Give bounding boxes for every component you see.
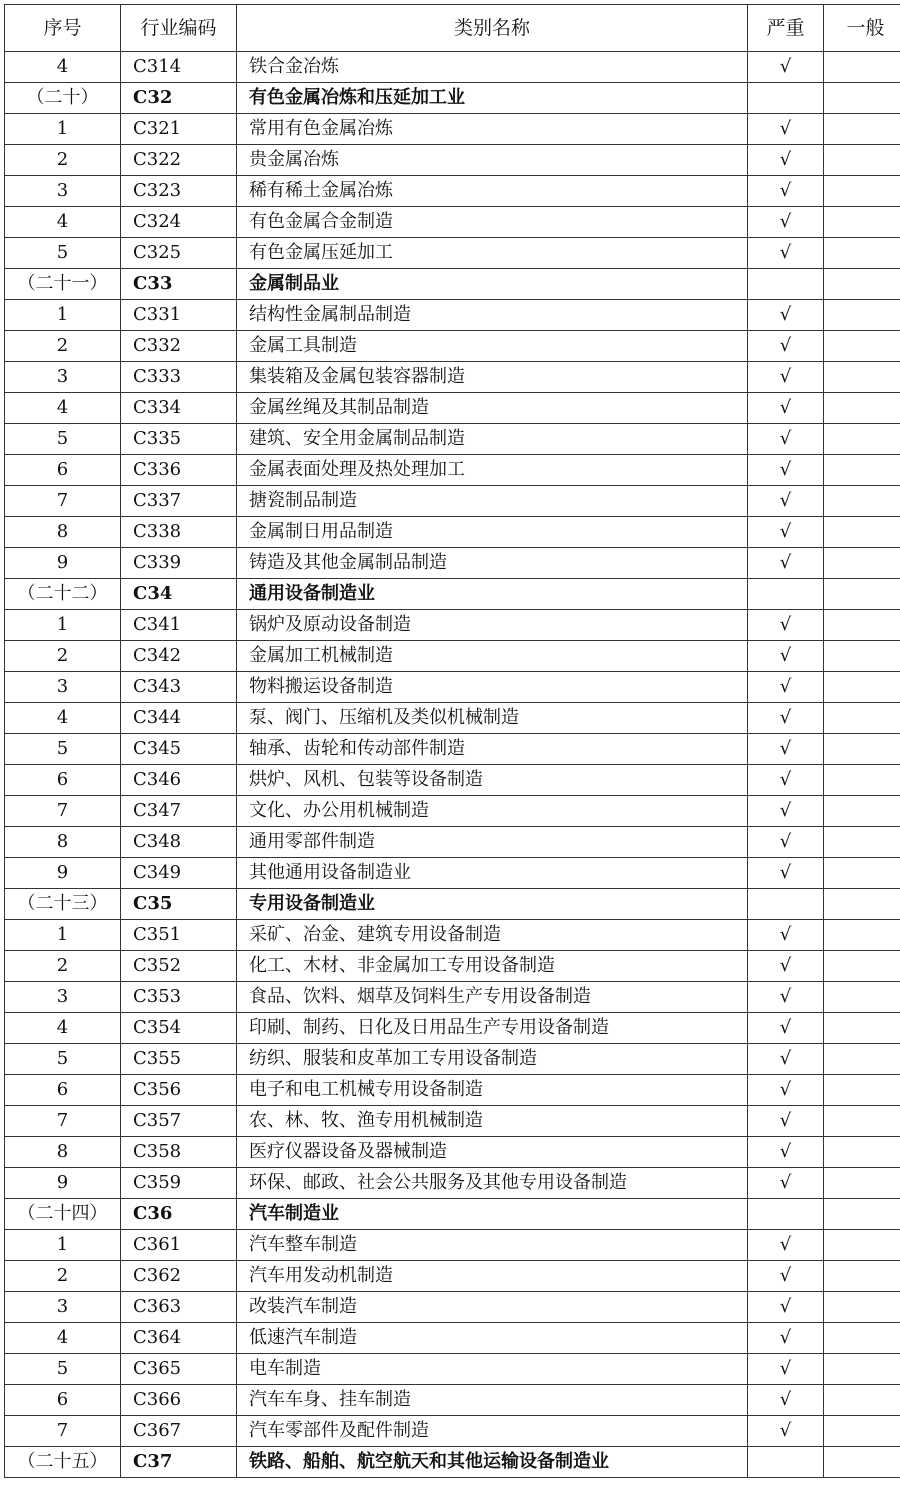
cell-seq: 5 (5, 238, 121, 269)
table-row (5, 641, 900, 672)
cell-seq: （二十一） (5, 269, 121, 300)
cell-name: 金属丝绳及其制品制造 (237, 393, 748, 424)
cell-severe: √ (748, 207, 824, 238)
cell-seq: 7 (5, 486, 121, 517)
cell-seq: 5 (5, 424, 121, 455)
cell-name: 其他通用设备制造业 (237, 858, 748, 889)
cell-name: 铁路、船舶、航空航天和其他运输设备制造业 (237, 1447, 748, 1478)
table-row (5, 982, 900, 1013)
cell-code: C337 (121, 486, 237, 517)
cell-seq: 3 (5, 1292, 121, 1323)
table-group-row (5, 889, 900, 920)
cell-code: C32 (121, 83, 237, 114)
cell-general (824, 176, 900, 207)
cell-general (824, 1292, 900, 1323)
cell-code: C331 (121, 300, 237, 331)
cell-general (824, 1075, 900, 1106)
table-row (5, 145, 900, 176)
cell-general (824, 1106, 900, 1137)
cell-name: 金属加工机械制造 (237, 641, 748, 672)
cell-general (824, 827, 900, 858)
table-group-row (5, 579, 900, 610)
cell-code: C359 (121, 1168, 237, 1199)
table-row (5, 610, 900, 641)
cell-seq: 9 (5, 858, 121, 889)
cell-general (824, 1354, 900, 1385)
cell-general (824, 982, 900, 1013)
table-row (5, 1323, 900, 1354)
table-row (5, 1013, 900, 1044)
cell-general (824, 1447, 900, 1478)
cell-severe: √ (748, 1044, 824, 1075)
cell-code: C33 (121, 269, 237, 300)
cell-general (824, 207, 900, 238)
table-row (5, 1230, 900, 1261)
table-header-row (5, 5, 900, 52)
cell-name: 文化、办公用机械制造 (237, 796, 748, 827)
cell-severe: √ (748, 393, 824, 424)
cell-code: C37 (121, 1447, 237, 1478)
cell-severe: √ (748, 951, 824, 982)
cell-severe: √ (748, 1230, 824, 1261)
cell-general (824, 114, 900, 145)
cell-name: 汽车用发动机制造 (237, 1261, 748, 1292)
table-row (5, 765, 900, 796)
cell-severe: √ (748, 1292, 824, 1323)
cell-name: 纺织、服装和皮革加工专用设备制造 (237, 1044, 748, 1075)
cell-name: 专用设备制造业 (237, 889, 748, 920)
cell-general (824, 486, 900, 517)
cell-general (824, 858, 900, 889)
cell-seq: （二十五） (5, 1447, 121, 1478)
cell-code: C356 (121, 1075, 237, 1106)
cell-seq: 9 (5, 1168, 121, 1199)
cell-name: 锅炉及原动设备制造 (237, 610, 748, 641)
cell-severe: √ (748, 982, 824, 1013)
cell-seq: 2 (5, 331, 121, 362)
table-row (5, 1261, 900, 1292)
cell-severe: √ (748, 1385, 824, 1416)
cell-seq: （二十） (5, 83, 121, 114)
cell-severe: √ (748, 1013, 824, 1044)
cell-severe: √ (748, 1075, 824, 1106)
cell-seq: 1 (5, 610, 121, 641)
cell-general (824, 672, 900, 703)
cell-name: 汽车制造业 (237, 1199, 748, 1230)
cell-code: C344 (121, 703, 237, 734)
cell-code: C341 (121, 610, 237, 641)
cell-severe: √ (748, 610, 824, 641)
cell-code: C343 (121, 672, 237, 703)
cell-severe (748, 1447, 824, 1478)
cell-code: C365 (121, 1354, 237, 1385)
table-row (5, 455, 900, 486)
cell-seq: 4 (5, 703, 121, 734)
cell-severe: √ (748, 1261, 824, 1292)
cell-severe (748, 889, 824, 920)
cell-general (824, 517, 900, 548)
cell-seq: 2 (5, 145, 121, 176)
cell-name: 有色金属压延加工 (237, 238, 748, 269)
cell-name: 环保、邮政、社会公共服务及其他专用设备制造 (237, 1168, 748, 1199)
cell-severe: √ (748, 486, 824, 517)
cell-seq: 6 (5, 765, 121, 796)
cell-name: 结构性金属制品制造 (237, 300, 748, 331)
cell-seq: （二十四） (5, 1199, 121, 1230)
cell-name: 稀有稀土金属冶炼 (237, 176, 748, 207)
cell-seq: 2 (5, 951, 121, 982)
cell-name: 金属工具制造 (237, 331, 748, 362)
cell-name: 搪瓷制品制造 (237, 486, 748, 517)
cell-general (824, 1385, 900, 1416)
table-row (5, 1292, 900, 1323)
cell-seq: 7 (5, 796, 121, 827)
cell-general (824, 269, 900, 300)
cell-general (824, 889, 900, 920)
table-row (5, 796, 900, 827)
cell-severe: √ (748, 145, 824, 176)
cell-general (824, 734, 900, 765)
cell-code: C36 (121, 1199, 237, 1230)
table-row (5, 672, 900, 703)
cell-name: 金属表面处理及热处理加工 (237, 455, 748, 486)
cell-general (824, 951, 900, 982)
cell-seq: 6 (5, 1075, 121, 1106)
cell-code: C362 (121, 1261, 237, 1292)
cell-code: C334 (121, 393, 237, 424)
cell-code: C349 (121, 858, 237, 889)
table-row (5, 1137, 900, 1168)
cell-seq: 5 (5, 734, 121, 765)
table-row (5, 517, 900, 548)
cell-name: 改装汽车制造 (237, 1292, 748, 1323)
cell-seq: 3 (5, 362, 121, 393)
cell-severe: √ (748, 1354, 824, 1385)
cell-code: C351 (121, 920, 237, 951)
table-row (5, 1354, 900, 1385)
cell-general (824, 1013, 900, 1044)
table-row (5, 827, 900, 858)
cell-seq: 8 (5, 517, 121, 548)
cell-name: 食品、饮料、烟草及饲料生产专用设备制造 (237, 982, 748, 1013)
table-row (5, 951, 900, 982)
cell-code: C323 (121, 176, 237, 207)
cell-seq: 7 (5, 1416, 121, 1447)
table-row (5, 486, 900, 517)
cell-severe (748, 1199, 824, 1230)
cell-severe: √ (748, 734, 824, 765)
cell-seq: 4 (5, 1013, 121, 1044)
cell-name: 贵金属冶炼 (237, 145, 748, 176)
cell-name: 金属制日用品制造 (237, 517, 748, 548)
cell-seq: 1 (5, 1230, 121, 1261)
cell-general (824, 393, 900, 424)
cell-code: C345 (121, 734, 237, 765)
cell-code: C363 (121, 1292, 237, 1323)
cell-severe: √ (748, 238, 824, 269)
cell-seq: 8 (5, 1137, 121, 1168)
cell-severe: √ (748, 1416, 824, 1447)
cell-seq: 5 (5, 1354, 121, 1385)
cell-name: 常用有色金属冶炼 (237, 114, 748, 145)
cell-code: C342 (121, 641, 237, 672)
table-row (5, 1416, 900, 1447)
table-row (5, 1106, 900, 1137)
table-row (5, 734, 900, 765)
table-row (5, 114, 900, 145)
header-name: 类别名称 (237, 5, 748, 52)
cell-severe: √ (748, 920, 824, 951)
cell-code: C325 (121, 238, 237, 269)
cell-severe: √ (748, 424, 824, 455)
cell-severe: √ (748, 1106, 824, 1137)
table-row (5, 1168, 900, 1199)
cell-name: 有色金属合金制造 (237, 207, 748, 238)
cell-general (824, 920, 900, 951)
cell-general (824, 641, 900, 672)
cell-code: C358 (121, 1137, 237, 1168)
cell-severe: √ (748, 300, 824, 331)
cell-severe: √ (748, 827, 824, 858)
cell-severe: √ (748, 548, 824, 579)
cell-name: 汽车零部件及配件制造 (237, 1416, 748, 1447)
table-row (5, 703, 900, 734)
cell-name: 金属制品业 (237, 269, 748, 300)
cell-general (824, 52, 900, 83)
cell-code: C352 (121, 951, 237, 982)
cell-general (824, 1261, 900, 1292)
cell-name: 医疗仪器设备及器械制造 (237, 1137, 748, 1168)
cell-seq: 1 (5, 114, 121, 145)
cell-name: 泵、阀门、压缩机及类似机械制造 (237, 703, 748, 734)
header-general: 一般 (824, 5, 900, 52)
table-group-row (5, 83, 900, 114)
cell-code: C335 (121, 424, 237, 455)
cell-general (824, 1044, 900, 1075)
cell-seq: 3 (5, 672, 121, 703)
cell-code: C339 (121, 548, 237, 579)
cell-general (824, 331, 900, 362)
cell-name: 通用设备制造业 (237, 579, 748, 610)
table-row (5, 362, 900, 393)
cell-code: C346 (121, 765, 237, 796)
cell-name: 电子和电工机械专用设备制造 (237, 1075, 748, 1106)
cell-general (824, 300, 900, 331)
table-row (5, 238, 900, 269)
cell-seq: （二十三） (5, 889, 121, 920)
cell-severe: √ (748, 765, 824, 796)
table-row (5, 1385, 900, 1416)
cell-name: 汽车车身、挂车制造 (237, 1385, 748, 1416)
cell-name: 铸造及其他金属制品制造 (237, 548, 748, 579)
cell-general (824, 548, 900, 579)
header-seq: 序号 (5, 5, 121, 52)
table-row (5, 424, 900, 455)
cell-code: C364 (121, 1323, 237, 1354)
cell-general (824, 1199, 900, 1230)
table-row (5, 1075, 900, 1106)
cell-general (824, 1230, 900, 1261)
cell-code: C332 (121, 331, 237, 362)
cell-code: C348 (121, 827, 237, 858)
cell-seq: 3 (5, 982, 121, 1013)
table-row (5, 393, 900, 424)
cell-code: C361 (121, 1230, 237, 1261)
cell-code: C338 (121, 517, 237, 548)
cell-seq: 6 (5, 1385, 121, 1416)
cell-severe: √ (748, 641, 824, 672)
cell-code: C357 (121, 1106, 237, 1137)
cell-name: 通用零部件制造 (237, 827, 748, 858)
cell-code: C336 (121, 455, 237, 486)
cell-name: 建筑、安全用金属制品制造 (237, 424, 748, 455)
cell-general (824, 362, 900, 393)
cell-code: C324 (121, 207, 237, 238)
header-severe: 严重 (748, 5, 824, 52)
cell-severe: √ (748, 1323, 824, 1354)
cell-code: C314 (121, 52, 237, 83)
document-page (4, 4, 896, 1478)
cell-general (824, 703, 900, 734)
cell-seq: 3 (5, 176, 121, 207)
cell-seq: 9 (5, 548, 121, 579)
cell-code: C333 (121, 362, 237, 393)
cell-seq: 8 (5, 827, 121, 858)
cell-seq: 4 (5, 207, 121, 238)
cell-general (824, 796, 900, 827)
cell-general (824, 424, 900, 455)
cell-code: C355 (121, 1044, 237, 1075)
table-row (5, 1044, 900, 1075)
cell-name: 物料搬运设备制造 (237, 672, 748, 703)
cell-general (824, 83, 900, 114)
cell-code: C354 (121, 1013, 237, 1044)
cell-name: 铁合金冶炼 (237, 52, 748, 83)
cell-severe: √ (748, 331, 824, 362)
cell-general (824, 1416, 900, 1447)
cell-severe: √ (748, 796, 824, 827)
cell-seq: 4 (5, 393, 121, 424)
table-row (5, 52, 900, 83)
table-group-row (5, 1447, 900, 1478)
cell-severe: √ (748, 858, 824, 889)
table-row (5, 858, 900, 889)
cell-code: C366 (121, 1385, 237, 1416)
cell-seq: 7 (5, 1106, 121, 1137)
cell-severe: √ (748, 114, 824, 145)
cell-general (824, 1168, 900, 1199)
cell-severe: √ (748, 703, 824, 734)
cell-name: 汽车整车制造 (237, 1230, 748, 1261)
cell-name: 低速汽车制造 (237, 1323, 748, 1354)
table-row (5, 331, 900, 362)
cell-severe (748, 83, 824, 114)
table-body (5, 52, 900, 1478)
cell-severe: √ (748, 176, 824, 207)
cell-severe: √ (748, 362, 824, 393)
cell-severe: √ (748, 517, 824, 548)
cell-seq: 4 (5, 1323, 121, 1354)
cell-severe (748, 269, 824, 300)
cell-seq: 1 (5, 920, 121, 951)
table-row (5, 207, 900, 238)
table-row (5, 300, 900, 331)
table-group-row (5, 1199, 900, 1230)
cell-name: 化工、木材、非金属加工专用设备制造 (237, 951, 748, 982)
cell-severe: √ (748, 455, 824, 486)
cell-name: 电车制造 (237, 1354, 748, 1385)
cell-general (824, 765, 900, 796)
cell-name: 集装箱及金属包装容器制造 (237, 362, 748, 393)
cell-name: 印刷、制药、日化及日用品生产专用设备制造 (237, 1013, 748, 1044)
cell-severe: √ (748, 1168, 824, 1199)
table-row (5, 548, 900, 579)
cell-name: 农、林、牧、渔专用机械制造 (237, 1106, 748, 1137)
cell-code: C321 (121, 114, 237, 145)
cell-general (824, 145, 900, 176)
cell-code: C353 (121, 982, 237, 1013)
cell-general (824, 455, 900, 486)
cell-name: 有色金属冶炼和压延加工业 (237, 83, 748, 114)
cell-seq: 1 (5, 300, 121, 331)
cell-code: C34 (121, 579, 237, 610)
cell-code: C367 (121, 1416, 237, 1447)
cell-severe: √ (748, 672, 824, 703)
industry-classification-table (4, 4, 900, 1478)
cell-name: 采矿、冶金、建筑专用设备制造 (237, 920, 748, 951)
cell-name: 烘炉、风机、包装等设备制造 (237, 765, 748, 796)
table-row (5, 176, 900, 207)
cell-general (824, 238, 900, 269)
cell-seq: 5 (5, 1044, 121, 1075)
cell-seq: 6 (5, 455, 121, 486)
cell-code: C347 (121, 796, 237, 827)
cell-severe: √ (748, 52, 824, 83)
cell-name: 轴承、齿轮和传动部件制造 (237, 734, 748, 765)
cell-severe: √ (748, 1137, 824, 1168)
table-row (5, 920, 900, 951)
cell-code: C322 (121, 145, 237, 176)
cell-general (824, 1323, 900, 1354)
cell-general (824, 610, 900, 641)
cell-seq: （二十二） (5, 579, 121, 610)
cell-severe (748, 579, 824, 610)
header-code: 行业编码 (121, 5, 237, 52)
table-group-row (5, 269, 900, 300)
cell-code: C35 (121, 889, 237, 920)
cell-general (824, 579, 900, 610)
cell-seq: 2 (5, 641, 121, 672)
cell-general (824, 1137, 900, 1168)
cell-seq: 2 (5, 1261, 121, 1292)
cell-seq: 4 (5, 52, 121, 83)
